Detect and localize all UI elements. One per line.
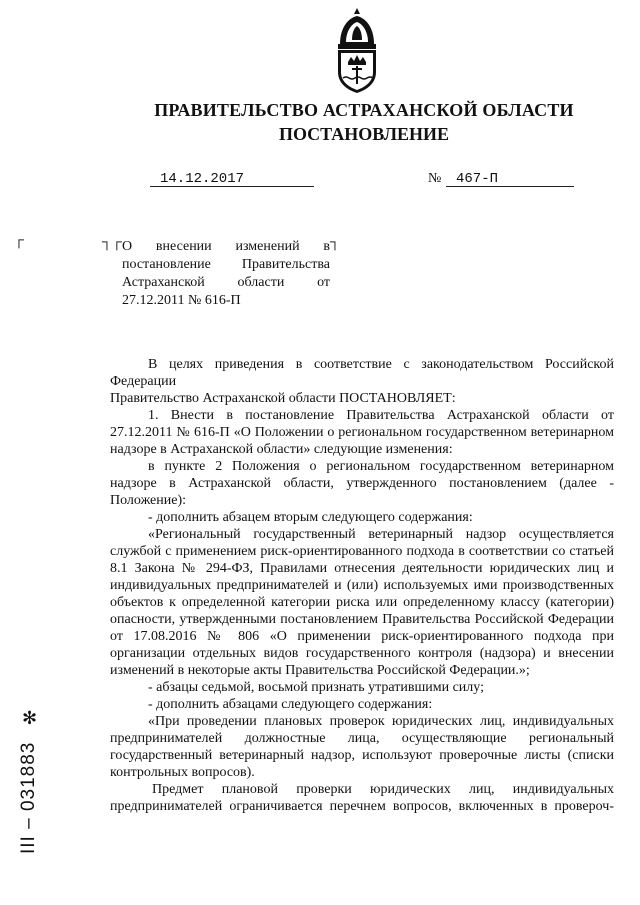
paragraph: 1. Внести в постановление Правительства Астраханской области от 27.12.2011 № 616-П «О Положении о региональном государственном ветеринарном надзоре в Астраханской области» следующие изменения: <box>110 408 614 457</box>
subject-line: О внесении изменений в <box>122 239 330 254</box>
corner-mark-subject-end: ┐ <box>330 235 340 250</box>
paragraph: - абзацы седьмой, восьмой признать утратившими силу; <box>148 680 484 695</box>
document-type: ПОСТАНОВЛЕНИЕ <box>278 124 450 144</box>
government-title: ПРАВИТЕЛЬСТВО АСТРАХАНСКОЙ ОБЛАСТИ <box>154 100 574 120</box>
side-mark: ✻ <box>22 708 38 729</box>
astrakhan-coat-of-arms-icon <box>326 6 388 94</box>
corner-mark-left: ┌ <box>14 233 24 248</box>
document-body <box>110 356 614 815</box>
subject-line: постановление Правительства <box>122 257 330 272</box>
paragraph: В целях приведения в соответствие с законодательством Российской Федерации <box>110 357 614 389</box>
corner-mark-subject-start: ┐┌ <box>102 235 122 250</box>
paragraph: Правительство Астраханской области ПОСТАНОВЛЯЕТ: <box>110 391 456 406</box>
paragraph: - дополнить абзацами следующего содержания: <box>148 697 433 712</box>
document-date: 14.12.2017 <box>150 172 314 187</box>
subject-line: Астраханской области от <box>122 275 330 290</box>
paragraph: - дополнить абзацем вторым следующего содержания: <box>148 510 473 525</box>
paragraph: «Региональный государственный ветеринарный надзор осуществляется службой с применением риск-ориентированного подхода в соответствии со статьей 8.1 Закона № 294-ФЗ, Правилами отнесения деятельности юридических лиц и индивидуальных предпринимателей и (или) используемых ими производственных объектов к определенной категории риска или определенному классу (категории) опасности, утвержденными постановлением Правительства Российской Федерации от 17.08.2016 № 806 «О применении риск-ориентированного подхода при организации отдельных видов государственного контроля (надзора) и внесении изменений в некоторые акты Правительства Российской Федерации.»; <box>110 527 614 678</box>
number-label: № <box>428 171 442 186</box>
subject-line: 27.12.2011 № 616-П <box>122 293 241 308</box>
paragraph: Предмет плановой проверки юридических лиц, индивидуальных предпринимателей ограничивается перечнем вопросов, включенных в провероч- <box>110 782 614 814</box>
paragraph: в пункте 2 Положения о региональном государственном ветеринарном надзоре в Астраханской области, утвержденного постановлением (далее - Положение): <box>110 459 614 508</box>
paragraph: «При проведении плановых проверок юридических лиц, индивидуальных предпринимателей должностные лица, осуществляющие региональный государственный ветеринарный надзор, используют проверочные листы (списки контрольных вопросов). <box>110 714 614 780</box>
document-number: 467-П <box>446 172 574 187</box>
side-serial-code: III – 031883 <box>18 741 39 854</box>
subject-block <box>122 238 330 310</box>
